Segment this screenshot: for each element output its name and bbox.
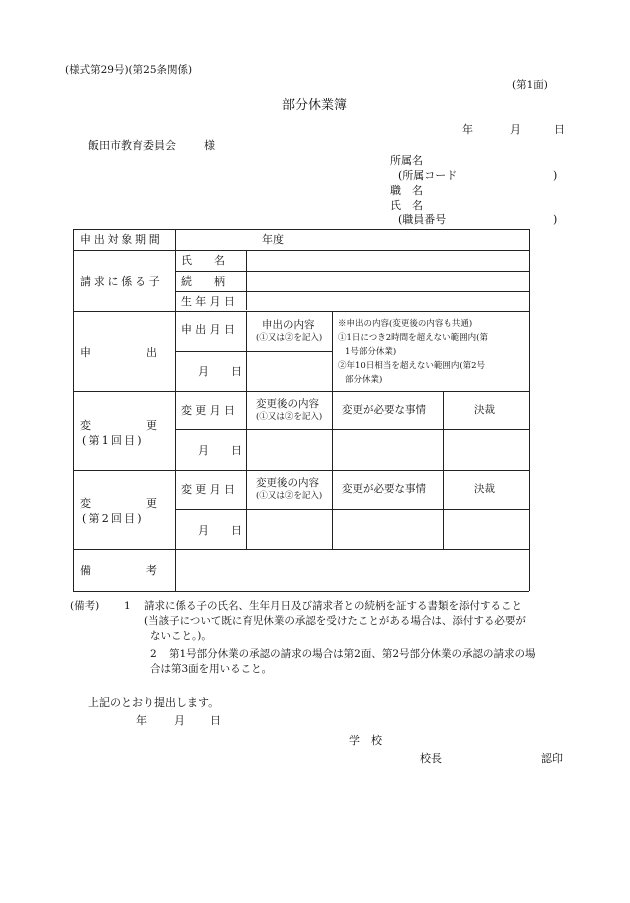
note2-number: 2: [150, 648, 157, 660]
child-birth-label: 生年月日: [181, 295, 239, 308]
name-label: 氏 名: [390, 199, 423, 212]
period-label: 申出対象期間: [80, 233, 163, 246]
note2-line1: 第1号部分休業の承認の請求の場合は第2面、第2号部分休業の承認の請求の場: [169, 648, 536, 660]
change1-date-label: 変更月日: [181, 404, 239, 417]
note2-line2: 合は第3面を用いること。: [150, 663, 273, 675]
change1-label: 変 更: [80, 419, 157, 432]
note-line-2: ①1日につき2時間を超えない範囲内(第: [338, 333, 488, 343]
date-month: 月: [510, 123, 521, 136]
principal-label: 校長: [420, 752, 442, 765]
affiliation-label: 所属名: [390, 154, 423, 167]
affiliation-code-label: (所属コード: [398, 169, 458, 182]
page-title: 部分休業簿: [282, 98, 348, 113]
remarks-label: 備 考: [80, 564, 157, 577]
note1-line3: ないこと。)。: [150, 630, 212, 642]
seal-label: 認印: [541, 752, 563, 765]
note-line-5: 部分休業): [345, 375, 383, 385]
date-year: 年: [462, 123, 473, 136]
submission-statement: 上記のとおり提出します。: [88, 696, 220, 709]
request-date-label: 申出月日: [181, 323, 239, 336]
change1-content-label: 変更後の内容: [256, 398, 319, 410]
note-line-1: ※申出の内容(変更後の内容も共通): [338, 319, 473, 329]
honorific: 様: [204, 139, 215, 152]
change1-reason-label: 変更が必要な事情: [342, 404, 426, 416]
change1-approval-label: 決裁: [474, 404, 495, 416]
notes-label: (備考): [70, 600, 100, 612]
change2-label: 変 更: [80, 497, 157, 510]
change2-sub: (第2回目): [82, 512, 144, 525]
school-label: 学 校: [349, 734, 382, 747]
footer-year: 年: [136, 714, 147, 727]
note-line-4: ②年10日相当を超えない範囲内(第2号: [338, 361, 486, 371]
request-month-day: 月 日: [198, 365, 242, 378]
staff-number-label: (職員番号: [398, 213, 447, 226]
footer-day: 日: [210, 714, 221, 727]
note1-number: 1: [124, 600, 131, 612]
change1-month-day: 月 日: [198, 444, 242, 457]
request-content-hint: (①又は②を記入): [256, 333, 323, 343]
change1-sub: (第1回目): [82, 434, 144, 447]
note1-line2: (当該子について既に育児休業の承認を受けたことがある場合は、添付する必要が: [144, 615, 526, 627]
change1-content-hint: (①又は②を記入): [256, 412, 323, 422]
change2-content-hint: (①又は②を記入): [256, 491, 323, 501]
change2-month-day: 月 日: [198, 524, 242, 537]
note1-line1: 請求に係る子の氏名、生年月日及び請求者との続柄を証する書類を添付すること: [144, 600, 522, 612]
child-label: 請求に係る子: [80, 275, 163, 288]
note-line-3: 1号部分休業): [345, 347, 397, 357]
position-label: 職 名: [390, 184, 423, 197]
request-label: 申 出: [80, 346, 157, 359]
page-number: (第1面): [512, 79, 548, 91]
staff-number-close: ): [553, 213, 558, 226]
fiscal-year-label: 年度: [262, 233, 284, 246]
addressee: 飯田市教育委員会: [88, 139, 176, 152]
child-relation-label: 続 柄: [181, 275, 225, 288]
change2-date-label: 変更月日: [181, 483, 239, 496]
footer-month: 月: [174, 714, 185, 727]
form-number: (様式第29号)(第25条関係): [65, 64, 193, 76]
change2-content-label: 変更後の内容: [256, 477, 319, 489]
change2-reason-label: 変更が必要な事情: [342, 483, 426, 495]
affiliation-code-close: ): [553, 169, 558, 182]
date-day: 日: [554, 123, 565, 136]
request-content-label: 申出の内容: [262, 319, 315, 331]
change2-approval-label: 決裁: [474, 483, 495, 495]
child-name-label: 氏 名: [181, 254, 225, 267]
